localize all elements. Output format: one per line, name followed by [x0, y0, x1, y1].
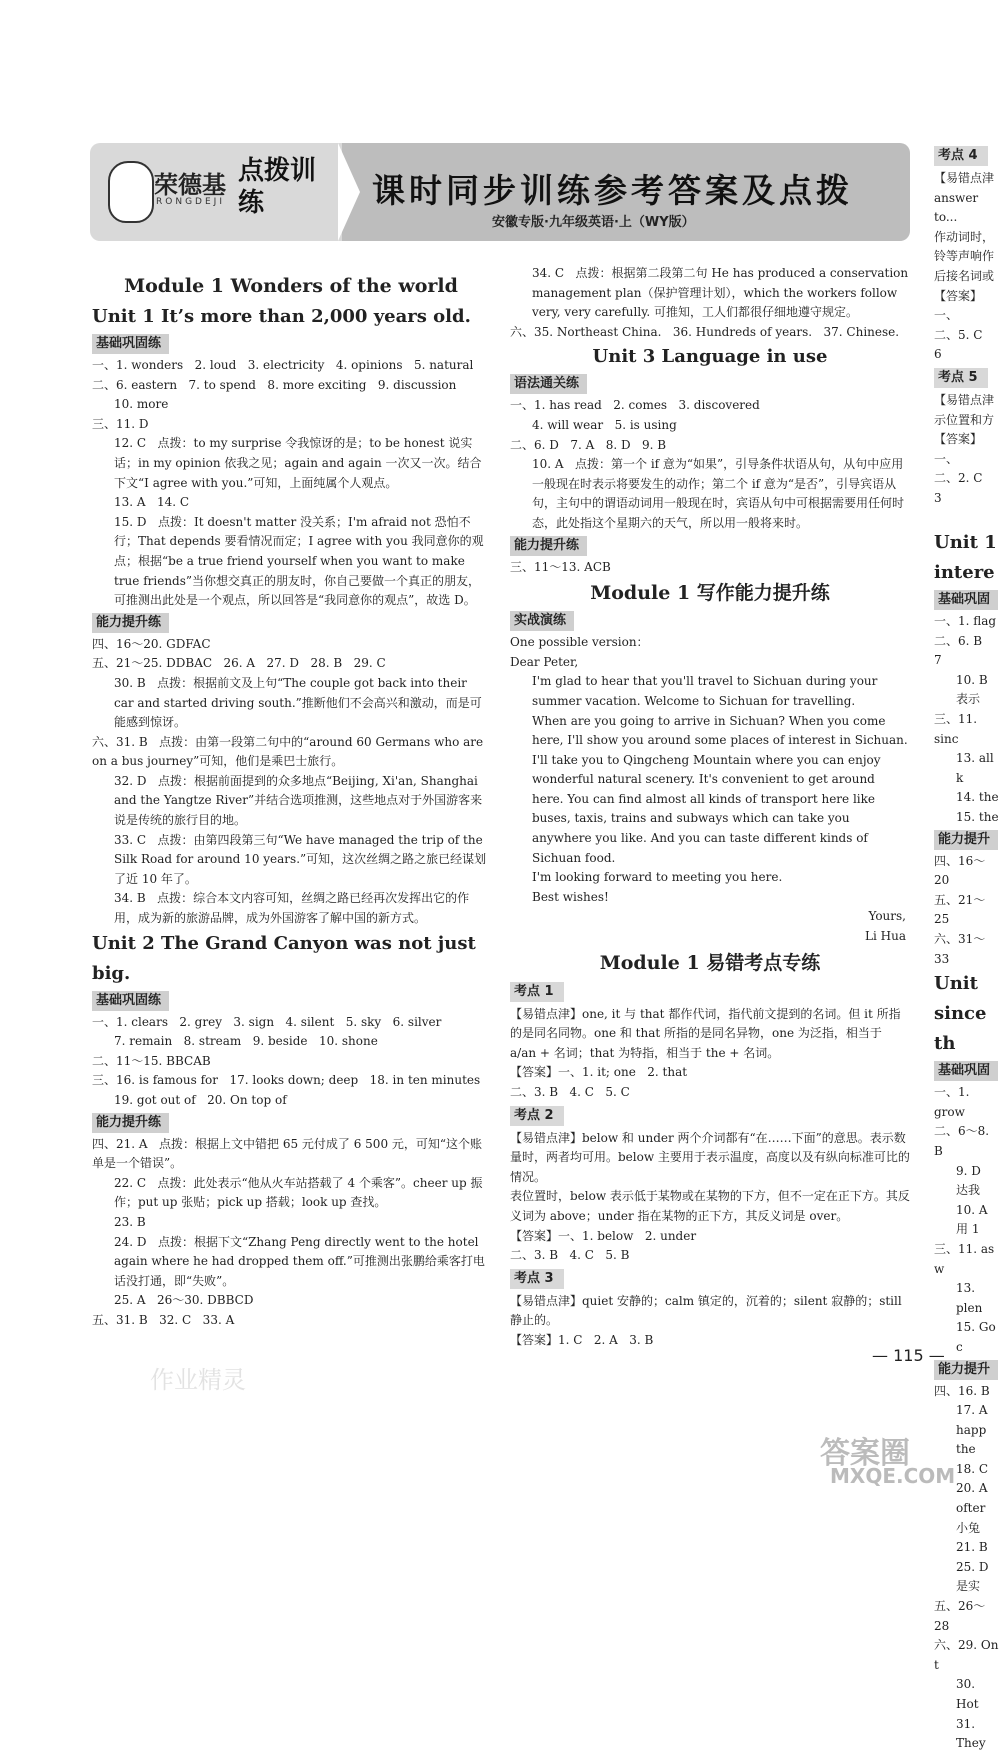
text-line: 作动词时，	[934, 229, 995, 244]
text-line: 30. B 点拨：根据前文及上句“The couple got back into their car and started driving south.”推断他们不会高兴和激动，而是可能感到惊讶。	[114, 675, 482, 730]
topic-label: 考点 1	[510, 982, 564, 1002]
unit-heading: Unit 2 The Grand Canyon was not just big.	[92, 932, 476, 984]
text-line: 二、5. C 6	[934, 327, 994, 362]
text-line: 四、21. A 点拨：根据上文中错把 65 元付成了 6 500 元，可知“这个账单是一个错误”。	[92, 1136, 483, 1171]
section-row	[92, 989, 490, 1013]
text-line: 23. B	[114, 1214, 146, 1229]
section-label: 能力提升练	[510, 536, 587, 556]
text-line: 21. B	[956, 1540, 988, 1555]
text-line: 铃等声响作	[934, 249, 995, 264]
text-line: 20. A	[956, 1481, 988, 1496]
section-label: 能力提升练	[92, 613, 169, 633]
text-line: 12. C 点拨：to my surprise 令我惊讶的是；to be honest 说实话；in my opinion 依我之见；again and again 一次又一次。结合下文“I agree with you.”可知，上面纯属个人观点。	[114, 436, 482, 490]
text-line: 【易错点津】below 和 under 两个介词都有“在……下面”的意思。表示数量时，两者均可用。below 主要用于表示温度，高度以及有纵向标准可比的情况。	[510, 1130, 910, 1184]
text-line: 二、6～8. B	[934, 1124, 993, 1158]
banner-arrow	[338, 143, 360, 241]
text-line: 22. C 点拨：此处表示“他从火车站搭载了 4 个乘客”。cheer up 振作；put up 张贴；pick up 搭载；look up 查找。	[114, 1175, 483, 1210]
text-line: 三、11～13. ACB	[510, 559, 611, 574]
section-row	[510, 979, 910, 1005]
text-line: 六、31. B 点拨：由第一段第二句中的“around 60 Germans who are on a bus journey”可知，他们是乘巴士旅行。	[92, 734, 487, 769]
text-line: 二、3. B 4. C 5. B	[510, 1248, 630, 1263]
text-line: 五、21～25	[934, 892, 986, 927]
text-line: 一、1. clears 2. grey 3. sign 4. silent 5. sky 6. silver	[92, 1014, 442, 1029]
unit-heading: Unit	[934, 973, 978, 995]
topic-label: 考点 3	[510, 1269, 564, 1289]
text-line: Yours,	[868, 909, 906, 924]
text-line: 13. A 14. C	[114, 495, 190, 510]
text-line: 30. Hot	[956, 1677, 979, 1711]
text-line: 三、11. as w	[934, 1241, 999, 1276]
section-row	[510, 1103, 910, 1129]
mascot-face-icon	[108, 161, 154, 223]
text-line: 一、1. has read 2. comes 3. discovered	[510, 398, 760, 413]
text-line: 表示	[956, 692, 981, 707]
text-line: 【易错点津	[934, 171, 995, 185]
text-line: 六、29. On t	[934, 1638, 999, 1672]
logo-box	[90, 143, 352, 241]
text-line: the	[956, 1442, 976, 1457]
unit-heading: Unit 1 It’s more than 2,000 years old.	[92, 306, 471, 327]
text-line: 一、1. grow	[934, 1085, 974, 1119]
text-line: 六、35. Northeast China. 36. Hundreds of years. 37. Chinese.	[510, 324, 900, 339]
text-line: 24. D 点拨：根据下文“Zhang Peng directly went to the hotel again where he had dropped them off.”可推测出张鹏给乘客打电话没打通，即“失败”。	[114, 1234, 485, 1288]
section-row	[934, 365, 1000, 391]
text-line: Li Hua	[865, 929, 906, 944]
text-line: I'm glad to hear that you'll travel to Sichuan during your summer vacation. Welcome to Sichuan for travelling.	[532, 674, 882, 708]
text-line: I'm looking forward to meeting you here.	[532, 870, 783, 885]
text-line: 示位置和方	[934, 412, 995, 427]
text-line: 25. A 26～30. DBBCD	[114, 1293, 254, 1308]
watermark-text: 作业精灵	[150, 1366, 246, 1394]
text-line: 10. more	[114, 397, 169, 412]
text-line: 用 1	[956, 1222, 980, 1237]
text-line: 二、11～15. BBCAB	[92, 1053, 211, 1068]
text-line: 是实	[956, 1579, 981, 1594]
text-line: 10. B	[956, 672, 988, 687]
text-line: 14. the	[956, 790, 999, 805]
text-line: 【答案】一、1. it; one 2. that	[510, 1065, 688, 1080]
text-line: 六、31～33	[934, 932, 986, 966]
module-heading: Module 1 易错考点专练	[599, 951, 821, 974]
text-line: 【易错点津】one, it 与 that 都作代词，指代前文提到的名词。但 it 所指的是同名同物。one 和 that 所指的是同名异物，one 为泛指，相当于 a/an + 名词；that 为特指，相当于 the + 名词。	[510, 1006, 901, 1060]
section-row	[934, 143, 1000, 169]
module-heading: Module 1 写作能力提升练	[590, 582, 830, 605]
text-line: 10. A 点拨：第一个 if 意为“如果”，引导条件状语从句，从句中应用一般现在时表示将要发生的动作；第二个 if 意为“是否”，引导宾语从句，主句中的谓语动词用一般现在时，宾语从句中可根据需要用任何时态，此处指这个星期六的天气，所以用一般将来时。	[532, 457, 905, 530]
section-row	[934, 588, 1000, 612]
section-label: 语法通关练	[510, 374, 587, 394]
text-line: 【答案】一、	[934, 432, 983, 466]
text-line: 后接名词或	[934, 268, 995, 283]
series-name: 点拨训练	[238, 156, 317, 218]
text-line: 四、16. B	[934, 1383, 990, 1398]
text-line: 小兔	[956, 1520, 981, 1535]
section-row	[92, 1111, 490, 1135]
text-line: answer to...	[934, 190, 982, 225]
section-label: 基础巩固练	[92, 991, 169, 1011]
text-line: 31. They	[956, 1716, 986, 1751]
column-right	[934, 143, 1000, 1751]
unit-heading: Unit 3 Language in use	[592, 346, 828, 368]
section-label: 实战演练	[510, 611, 574, 631]
unit-heading: since th	[934, 1003, 987, 1055]
section-label: 基础巩固	[934, 1061, 998, 1081]
text-line: 9. D	[956, 1163, 981, 1178]
text-line: 32. D 点拨：根据前面提到的众多地点“Beijing, Xi'an, Shanghai and the Yangtze River”并结合选项推测，这些地点对于外国游客来说是传统的旅行目的地。	[114, 773, 483, 828]
section-label: 基础巩固练	[92, 334, 169, 354]
text-line: ofter	[956, 1501, 986, 1516]
section-label: 能力提升练	[92, 1113, 169, 1133]
text-line: 二、3. B 4. C 5. C	[510, 1085, 630, 1099]
text-line: 【答案】一、1. below 2. under	[510, 1228, 697, 1243]
text-line: 13. plen	[956, 1281, 983, 1315]
text-line: 四、16～20. GDFAC	[92, 636, 211, 651]
text-line: 二、2. C 3	[934, 471, 994, 505]
page-number: — 115 —	[872, 1346, 945, 1365]
text-line: One possible version：	[510, 635, 649, 650]
section-label: 基础巩固	[934, 590, 998, 610]
text-line: 33. C 点拨：由第四段第三句“We have managed the trip of the Silk Road for around 10 years.”可知，这次丝绸之路之旅已经谋划了近 10 年了。	[114, 832, 487, 886]
brand-sub: RONGDEJI	[156, 197, 225, 207]
text-line: 五、21～25. DDBAC 26. A 27. D 28. B 29. C	[92, 656, 386, 671]
text-line: 4. will wear 5. is using	[532, 417, 677, 432]
text-line: 15. D 点拨：It doesn't matter 没关系；I'm afraid not 恐怕不行；That depends 要看情况而定；I agree with you 我同意你的观点；根据“be a true friend yourself when you want to make true friends”当你想交真正的朋友时，你自己要做一个真正的朋友，可推测出此处是一个观点，所以回答是“我同意你的观点”，故选 D。	[114, 514, 484, 608]
title-box	[342, 143, 910, 241]
text-line: 二、6. D 7. A 8. D 9. B	[510, 437, 667, 452]
topic-label: 考点 5	[934, 368, 988, 388]
text-line: happ	[956, 1422, 987, 1437]
text-line: 34. C 点拨：根据第二段第二句 He has produced a conservation management plan（保护管理计划），which the workers follow very, very carefully. 可推知，工人们都很仔细地遵守规定。	[532, 266, 912, 320]
page-subtitle: 安徽专版·九年级英语·上（WY版）	[492, 215, 695, 230]
text-line: 三、11. D	[92, 416, 149, 431]
text-line: 19. got out of 20. On top of	[114, 1093, 287, 1107]
text-line: 13. all k	[956, 751, 998, 785]
text-line: 18. C	[956, 1461, 989, 1476]
text-line: 表位置时，below 表示低于某物或在某物的下方，但不一定在正下方。其反义词为 above；under 指在某物的正下方，其反义词是 over。	[510, 1189, 910, 1223]
text-line: 三、16. is famous for 17. looks down; deep 18. in ten minutes	[92, 1073, 481, 1088]
watermark-url: MXQE.COM	[830, 1464, 956, 1488]
text-line: 15. the	[956, 810, 999, 825]
text-line	[934, 509, 1000, 529]
text-line: 二、6. eastern 7. to spend 8. more exciting 9. discussion	[92, 377, 457, 392]
column-middle	[510, 264, 910, 1351]
header-banner	[90, 143, 910, 241]
text-line: 17. A	[956, 1403, 988, 1418]
text-line: Dear Peter,	[510, 654, 579, 669]
text-line: When are you going to arrive in Sichuan? When you come here, I'll show you around some places of interest in Sichuan. I'll take you to Qingcheng Mountain where you can enjoy wonderful natural scenery. It's convenient to get around here. You can find almost all kinds of transport here like buses, taxis, trains and subways which can take you anywhere you like. And you can taste different kinds of Sichuan food.	[532, 713, 912, 865]
text-line: 五、31. B 32. C 33. A	[92, 1312, 235, 1327]
column-left	[92, 270, 490, 1331]
section-row	[510, 534, 910, 558]
text-line: 四、16～20	[934, 853, 986, 888]
section-label: 能力提升	[934, 1360, 998, 1380]
section-row	[92, 611, 490, 635]
section-row	[92, 332, 490, 356]
unit-heading: intere	[934, 562, 995, 584]
text-line: 三、11. sinc	[934, 712, 981, 746]
section-row	[934, 828, 1000, 852]
text-line: 34. B 点拨：综合本文内容可知，丝绸之路已经再次发挥出它的作用，成为新的旅游品牌，成为外国游客了解中国的新方式。	[114, 891, 470, 926]
brand-name: 荣德基	[154, 171, 226, 199]
section-row	[510, 609, 910, 633]
section-row	[934, 1059, 1000, 1083]
section-row	[510, 1266, 910, 1292]
text-line: 7. remain 8. stream 9. beside 10. shone	[114, 1034, 378, 1049]
text-line: 【答案】1. C 2. A 3. B	[510, 1332, 654, 1347]
text-line: 25. D	[956, 1559, 989, 1574]
topic-label: 考点 4	[934, 146, 988, 166]
text-line: 一、1. wonders 2. loud 3. electricity 4. opinions 5. natural	[92, 358, 474, 372]
text-line: Best wishes!	[532, 889, 609, 904]
watermark-logo: 答案圈	[820, 1436, 910, 1471]
text-line: 10. A	[956, 1202, 988, 1217]
text-line: 【易错点津	[934, 392, 995, 407]
section-row	[510, 372, 910, 396]
text-line: 15. Go c	[956, 1320, 1000, 1354]
text-line: 达我	[956, 1183, 981, 1198]
text-line: 一、1. flag	[934, 614, 997, 629]
unit-heading: Unit 1	[934, 532, 997, 554]
section-label: 能力提升	[934, 830, 998, 850]
text-line: 二、6. B 7	[934, 633, 994, 668]
text-line: 【易错点津】quiet 安静的；calm 镇定的，沉着的；silent 寂静的；still 静止的。	[510, 1293, 906, 1328]
page-title: 课时同步训练参考答案及点拨	[372, 171, 853, 210]
text-line: 【答案】一、	[934, 288, 983, 323]
topic-label: 考点 2	[510, 1106, 564, 1126]
module-heading: Module 1 Wonders of the world	[124, 275, 458, 297]
text-line: 五、26～28	[934, 1599, 986, 1633]
